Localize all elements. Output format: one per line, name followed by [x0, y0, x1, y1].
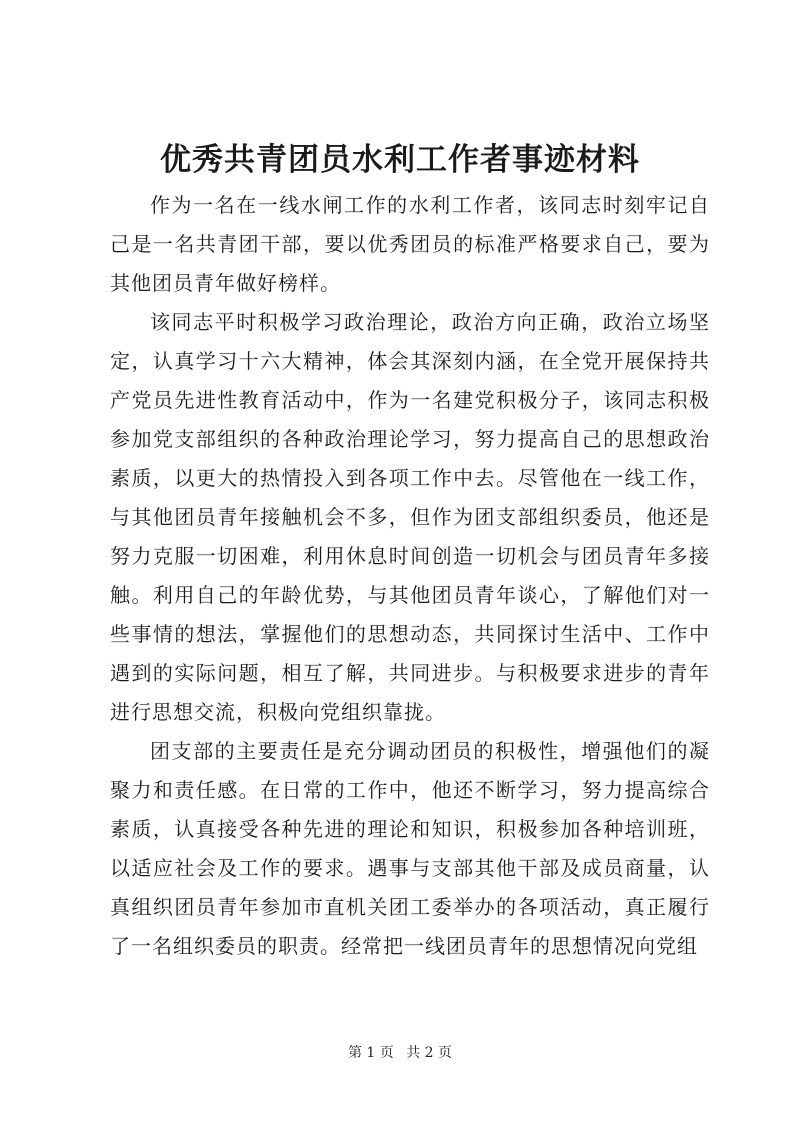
document-body	[110, 186, 710, 966]
paragraph-1: 作为一名在一线水闸工作的水利工作者，该同志时刻牢记自己是一名共青团干部，要以优秀团员的标准严格要求自己，要为其他团员青年做好榜样。	[110, 193, 710, 295]
page-number: 第 1 页	[347, 1045, 394, 1061]
page-total: 共 2 页	[406, 1045, 453, 1061]
page-footer	[0, 1043, 800, 1063]
paragraph-3: 团支部的主要责任是充分调动团员的积极性，增强他们的凝聚力和责任感。在日常的工作中，他还不断学习，努力提高综合素质，认真接受各种先进的理论和知识，积极参加各种培训班，以适应社会及工作的要求。遇事与支部其他干部及成员商量，认真组织团员青年参加市直机关团工委举办的各项活动，真正履行了一名组织委员的职责。经常把一线团员青年的思想情况向党组	[110, 739, 710, 958]
paragraph-2: 该同志平时积极学习政治理论，政治方向正确，政治立场坚定，认真学习十六大精神，体会其深刻内涵，在全党开展保持共产党员先进性教育活动中，作为一名建党积极分子，该同志积极参加党支部组织的各种政治理论学习，努力提高自己的思想政治素质，以更大的热情投入到各项工作中去。尽管他在一线工作，与其他团员青年接触机会不多，但作为团支部组织委员，他还是努力克服一切困难，利用休息时间创造一切机会与团员青年多接触。利用自己的年龄优势，与其他团员青年谈心，了解他们对一些事情的想法，掌握他们的思想动态，共同探讨生活中、工作中遇到的实际问题，相互了解，共同进步。与积极要求进步的青年进行思想交流，积极向党组织靠拢。	[110, 310, 710, 724]
document-title: 优秀共青团员水利工作者事迹材料	[160, 142, 640, 178]
